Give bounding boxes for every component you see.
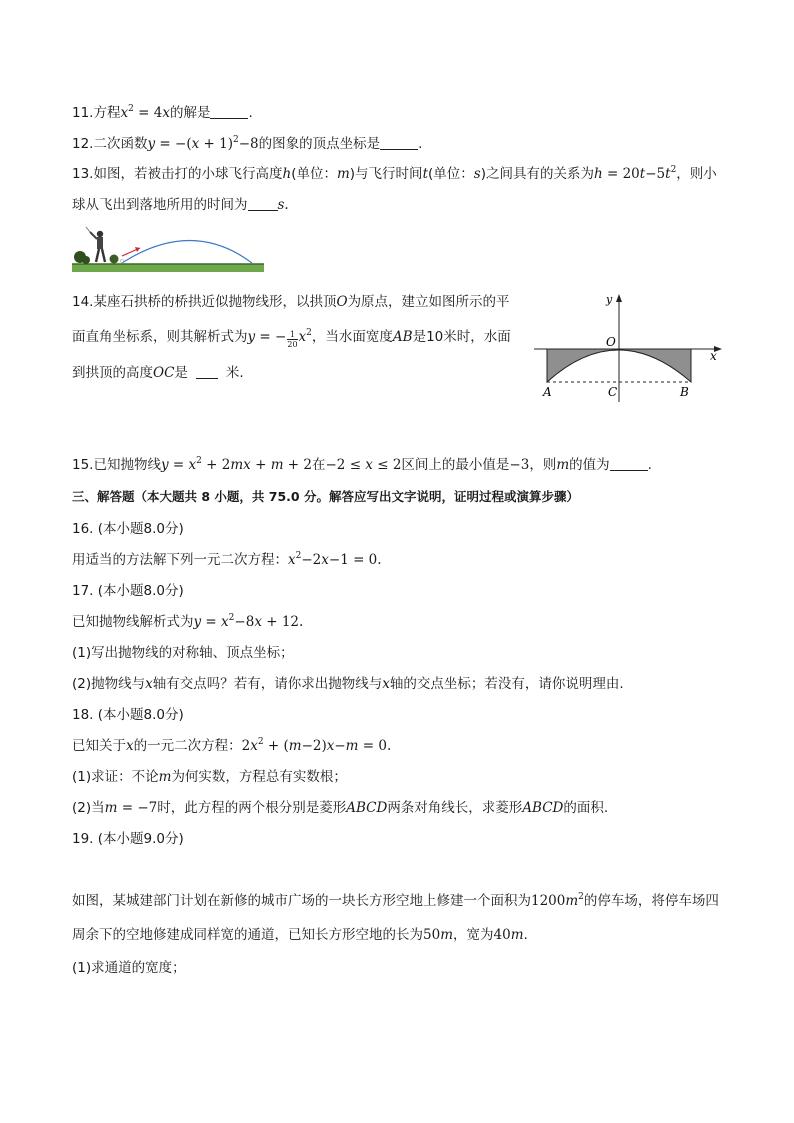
question-17-text: 已知抛物线解析式为$y = x^2-8x + 12$.	[72, 613, 304, 630]
question-17-header: 17. (本小题8.0分)	[72, 583, 184, 599]
question-14-line-3: 到拱顶的高度OC是 米.	[72, 365, 244, 381]
question-12: 12.二次函数$y = -(x + 1)^2-8$的图象的顶点坐标是 .	[72, 135, 423, 152]
section-3-heading: 三、解答题（本大题共 8 小题，共 75.0 分。解答应写出文字说明，证明过程或演算步骤）	[72, 489, 579, 504]
question-14-line-2: 面直角坐标系，则其解析式为y = − $\frac{1}{20}$ $x^2$，当水面宽度AB是10米时，水面	[72, 328, 511, 349]
question-14-line-1: 14.某座石拱桥的桥拱近似抛物线形，以拱顶O为原点，建立如图所示的平	[72, 294, 510, 310]
answer-blank[interactable]	[380, 135, 418, 150]
point-b-label: B	[680, 385, 689, 399]
point-c-label: C	[608, 385, 618, 399]
question-19-paragraph: 如图，某城建部门计划在新修的城市广场的一块长方形空地上修建一个面积为$1200m^2$的停车场，将停车场四周余下的空地修建成同样宽的通道，已知长方形空地的长为50m，宽为40m.	[72, 892, 719, 943]
answer-blank[interactable]	[610, 456, 648, 471]
question-16-text: 用适当的方法解下列一元二次方程：$x^2-2x-1 = 0$.	[72, 551, 382, 568]
x-axis-label: x	[710, 349, 717, 363]
grass-strip	[72, 264, 264, 272]
question-17-part-2: (2)抛物线与x轴有交点吗？若有，请你求出抛物线与x轴的交点坐标；若没有，请你说明理由.	[72, 676, 624, 692]
question-11: 11.方程$x^2 = 4x$的解是 .	[72, 104, 253, 121]
ball-trajectory-curve	[122, 241, 252, 264]
question-13-line-1: 13.如图，若被击打的小球飞行高度h(单位：m)与飞行时间t(单位：s)之间具有的关系为$h = 20t-5t^2$，则小	[72, 165, 717, 182]
answer-blank[interactable]	[210, 104, 248, 119]
question-16-header: 16. (本小题8.0分)	[72, 521, 184, 537]
y-axis-label: y	[606, 293, 613, 306]
answer-blank[interactable]	[196, 364, 218, 379]
question-17-part-1: (1)写出抛物线的对称轴、顶点坐标；	[72, 645, 294, 661]
question-18-header: 18. (本小题8.0分)	[72, 707, 184, 723]
golf-ball-trajectory-illustration	[72, 226, 264, 276]
question-15: 15.已知抛物线$y = x^2 + 2mx + m + 2$在−2 ≤ x ≤ 2区间上的最小值是−3，则m的值为 .	[72, 456, 652, 473]
question-18-part-2: (2)当m = −7时，此方程的两个根分别是菱形ABCD两条对角线长，求菱形ABCD的面积.	[72, 800, 609, 816]
question-19-part-1: (1)求通道的宽度；	[72, 960, 186, 976]
answer-blank[interactable]	[248, 196, 278, 211]
question-18-text: 已知关于x的一元二次方程：$2x^2 + (m-2)x-m = 0$.	[72, 737, 392, 754]
point-a-label: A	[543, 385, 552, 399]
question-19-header: 19. (本小题9.0分)	[72, 831, 184, 847]
golfer-figure	[86, 227, 105, 262]
question-13-line-2: 球从飞出到落地所用的时间为 s.	[72, 197, 289, 213]
question-18-part-1: (1)求证：不论m为何实数，方程总有实数根；	[72, 769, 347, 785]
point-o-label: O	[606, 335, 616, 349]
arch-bridge-diagram	[530, 288, 730, 406]
